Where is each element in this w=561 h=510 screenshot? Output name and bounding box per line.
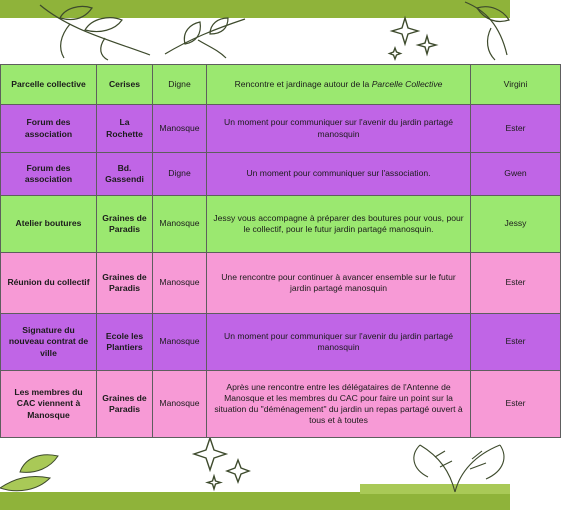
event-place: La Rochette [97,105,153,153]
sparkle-icon [385,16,445,62]
event-city: Manosque [153,253,207,314]
event-place: Bd. Gassendi [97,153,153,196]
event-place: Cerises [97,65,153,105]
event-city: Digne [153,65,207,105]
leaf-icon [30,0,160,62]
event-title: Les membres du CAC viennent à Manosque [1,371,97,438]
leaf-icon [455,0,510,62]
event-place: Graines de Paradis [97,196,153,253]
event-contact: Ester [471,105,561,153]
bottom-green-band [0,492,510,510]
table-row [1,196,561,253]
event-description [207,65,471,105]
event-title: Parcelle collective [1,65,97,105]
event-title: Signature du nouveau contrat de ville [1,314,97,371]
events-table-container [0,64,528,437]
table-row [1,371,561,438]
event-city: Digne [153,153,207,196]
event-title: Atelier boutures [1,196,97,253]
event-contact: Jessy [471,196,561,253]
event-city: Manosque [153,371,207,438]
sparkle-icon [190,436,265,492]
table-row [1,314,561,371]
table-row [1,65,561,105]
event-place: Ecole les Plantiers [97,314,153,371]
leaf-icon [0,448,80,492]
event-contact: Ester [471,314,561,371]
event-description: Jessy vous accompagne à préparer des boutures pour vous, pour le collectif, pour le futur jardin partagé manosquin. [207,196,471,253]
palm-leaf-icon [400,437,510,492]
event-city: Manosque [153,314,207,371]
event-title: Forum des association [1,153,97,196]
event-title: Forum des association [1,105,97,153]
table-row [1,253,561,314]
event-city: Manosque [153,196,207,253]
event-description: Un moment pour communiquer sur l'avenir du jardin partagé manosquin [207,105,471,153]
event-place: Graines de Paradis [97,371,153,438]
event-description: Après une rencontre entre les délégataires de l'Antenne de Manosque et les membres du CAC pour faire un point sur la situation du "déménagement" du jardin un repas partagé ouvert à tous et à toutes [207,371,471,438]
event-place: Graines de Paradis [97,253,153,314]
event-title: Réunion du collectif [1,253,97,314]
event-description: Un moment pour communiquer sur l'avenir du jardin partagé manosquin [207,314,471,371]
event-contact: Ester [471,253,561,314]
table-row [1,105,561,153]
event-contact: Ester [471,371,561,438]
events-table [0,64,561,438]
event-description: Une rencontre pour continuer à avancer ensemble sur le futur jardin partagé manosquin [207,253,471,314]
table-row [1,153,561,196]
leaf-icon [160,14,250,62]
description-emphasis: Parcelle Collective [371,78,443,89]
event-city: Manosque [153,105,207,153]
event-description: Un moment pour communiquer sur l'association. [207,153,471,196]
event-contact: Virgini [471,65,561,105]
event-contact: Gwen [471,153,561,196]
description-text: Rencontre et jardinage autour de la [234,78,372,89]
